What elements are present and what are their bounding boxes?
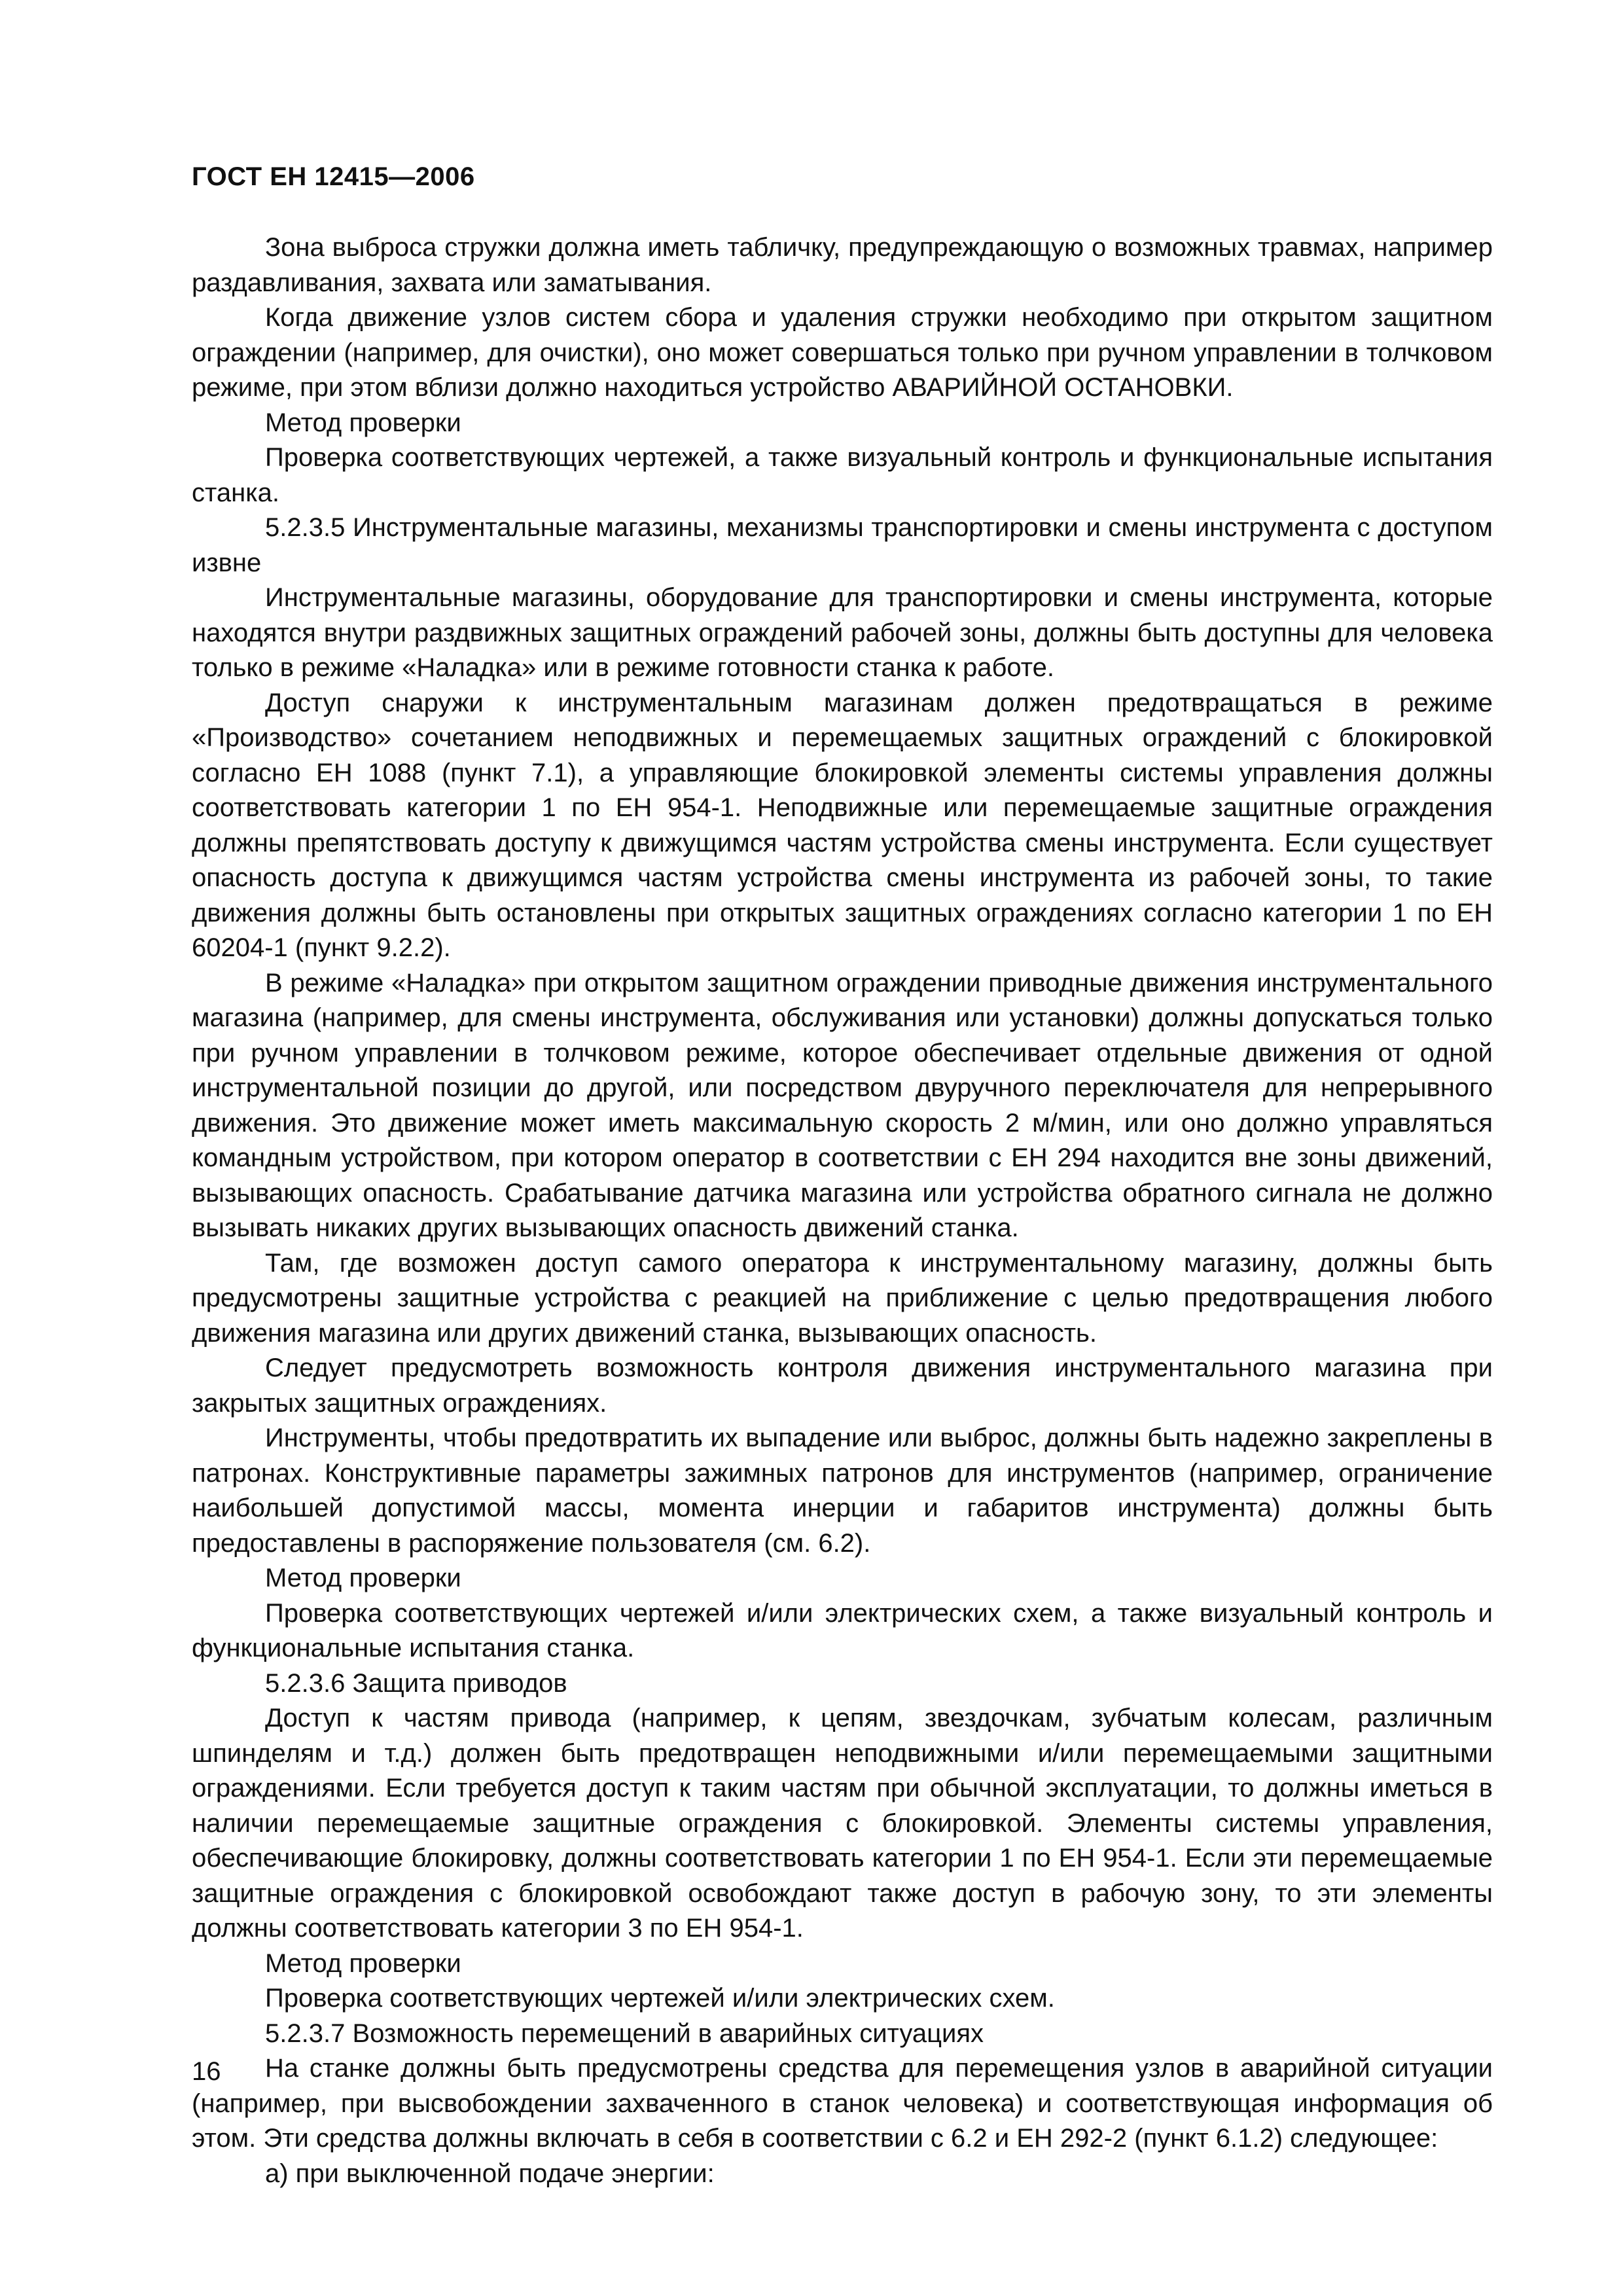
subheading: Метод проверки [265, 408, 461, 437]
standard-header: ГОСТ ЕН 12415—2006 [192, 162, 475, 191]
paragraph: Инструменты, чтобы предотвратить их выпадение или выброс, должны быть надежно закреплены в патронах. Конструктивные параметры зажимных патронов для инструментов (например, ограничение наибольшей допустимой массы, момента инерции и габаритов инструмента) должны быть предоставлены в распоряжение пользователя (см. 6.2). [192, 1424, 1493, 1558]
subheading: Метод проверки [265, 1948, 461, 1978]
paragraph: Инструментальные магазины, оборудование для транспортировки и смены инструмента, которые находятся внутри раздвижных защитных ограждений рабочей зоны, должны быть доступны для человека только в режиме «Наладка» или в режиме готовности станка к работе. [192, 583, 1493, 682]
paragraph: Когда движение узлов систем сбора и удаления стружки необходимо при открытом защитном ограждении (например, для очистки), оно может совершаться только при ручном управлении в толчковом режиме, при этом вблизи должно находиться устройство АВАРИЙНОЙ ОСТАНОВКИ. [192, 303, 1493, 402]
paragraph: На станке должны быть предусмотрены средства для перемещения узлов в аварийной ситуации (например, при высвобождении захваченного в станок человека) и соответствующая информация об этом. Эти средства должны включать в себя в соответствии с 6.2 и ЕН 292-2 (пункт 6.1.2) следующее: [192, 2054, 1493, 2153]
section-heading: 5.2.3.7 Возможность перемещений в аварийных ситуациях [265, 2018, 984, 2048]
paragraph: Проверка соответствующих чертежей, а также визуальный контроль и функциональные испытания станка. [192, 443, 1493, 507]
paragraph: Проверка соответствующих чертежей и/или электрических схем. [265, 1984, 1055, 2013]
paragraph: Зона выброса стружки должна иметь табличку, предупреждающую о возможных травмах, например раздавливания, захвата или заматывания. [192, 233, 1493, 297]
subheading: Метод проверки [265, 1564, 461, 1592]
page-number: 16 [192, 2057, 221, 2086]
body-text [192, 230, 1493, 2191]
paragraph: Доступ к частям привода (например, к цепям, звездочкам, зубчатым колесам, различным шпинделям и т.д.) должен быть предотвращен неподвижными и/или перемещаемыми защитными ограждениями. Если требуется доступ к таким частям при обычной эксплуатации, то должны иметься в наличии перемещаемые защитные ограждения с блокировкой. Элементы системы управления, обеспечивающие блокировку, должны соответствовать категории 1 по ЕН 954-1. Если эти перемещаемые защитные ограждения с блокировкой освобождают также доступ в рабочую зону, то эти элементы должны соответствовать категории 3 по ЕН 954-1. [192, 1704, 1493, 1943]
section-heading: 5.2.3.6 Защита приводов [265, 1668, 567, 1698]
paragraph: Проверка соответствующих чертежей и/или электрических схем, а также визуальный контроль и функциональные испытания станка. [192, 1598, 1493, 1662]
section-heading: 5.2.3.5 Инструментальные магазины, механизмы транспортировки и смены инструмента с доступом извне [192, 513, 1493, 577]
paragraph: Следует предусмотреть возможность контроля движения инструментального магазина при закрытых защитных ограждениях. [192, 1354, 1493, 1418]
list-item: а) при выключенной подаче энергии: [265, 2159, 715, 2188]
paragraph: Там, где возможен доступ самого оператора к инструментальному магазину, должны быть предусмотрены защитные устройства с реакцией на приближение с целью предотвращения любого движения магазина или других движений станка, вызывающих опасность. [192, 1248, 1493, 1348]
paragraph: В режиме «Наладка» при открытом защитном ограждении приводные движения инструментального магазина (например, для смены инструмента, обслуживания или установки) должны допускаться только при ручном управлении в толчковом режиме, которое обеспечивает отдельные движения от одной инструментальной позиции до другой, или посредством двуручного переключателя для непрерывного движения. Это движение может иметь максимальную скорость 2 м/мин, или оно должно управляться командным устройством, при котором оператор в соответствии с ЕН 294 находится вне зоны движений, вызывающих опасность. Срабатывание датчика магазина или устройства обратного сигнала не должно вызывать никаких других вызывающих опасность движений станка. [192, 968, 1493, 1242]
paragraph: Доступ снаружи к инструментальным магазинам должен предотвращаться в режиме «Производство» сочетанием неподвижных и перемещаемых защитных ограждений с блокировкой согласно ЕН 1088 (пункт 7.1), а управляющие блокировкой элементы системы управления должны соответствовать категории 1 по ЕН 954-1. Неподвижные или перемещаемые защитные ограждения должны препятствовать доступу к движущимся частям устройства смены инструмента. Если существует опасность доступа к движущимся частям устройства смены инструмента из рабочей зоны, то такие движения должны быть остановлены при открытых защитных ограждениях согласно категории 1 по ЕН 60204-1 (пункт 9.2.2). [192, 688, 1493, 962]
